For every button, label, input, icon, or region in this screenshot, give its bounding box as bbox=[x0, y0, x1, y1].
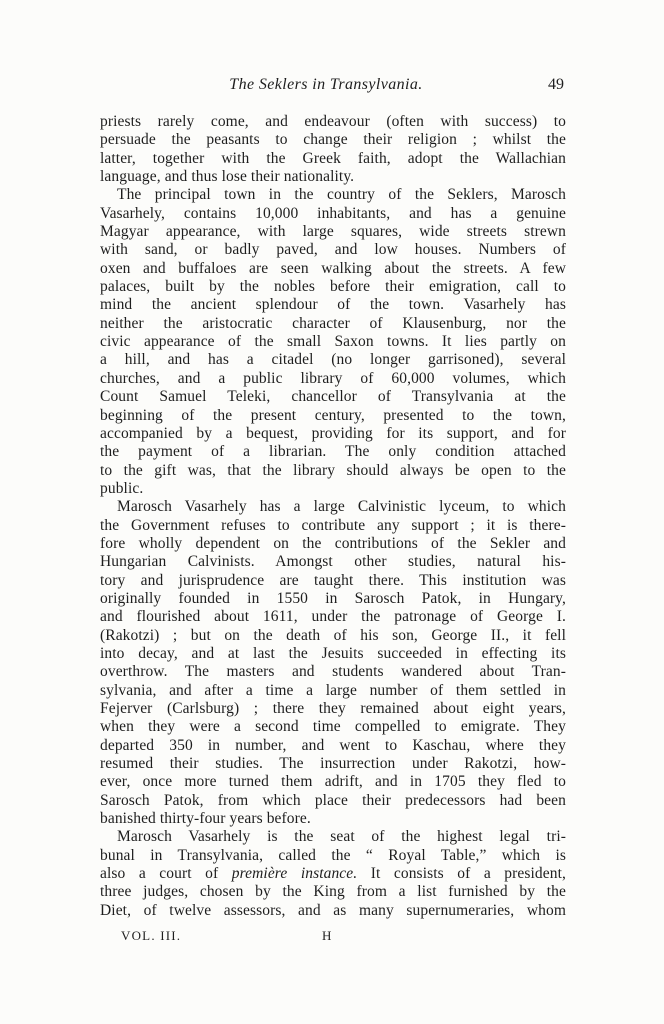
text-line: the payment of a librarian. The only condition attached bbox=[100, 443, 566, 461]
text-line: when they were a second time compelled to emigrate. They bbox=[100, 718, 566, 736]
page-header bbox=[100, 74, 566, 96]
text-segment: also a court of bbox=[100, 865, 232, 883]
text-line: Diet, of twelve assessors, and as many supernumeraries, whom bbox=[100, 901, 566, 919]
running-title: The Seklers in Transylvania. bbox=[229, 76, 423, 93]
text-line: Count Samuel Teleki, chancellor of Transylvania at the bbox=[100, 388, 566, 406]
text-line: palaces, built by the nobles before their emigration, call to bbox=[100, 278, 566, 296]
text-line: into decay, and at last the Jesuits succeeded in effecting its bbox=[100, 644, 566, 662]
text-line: and flourished about 1611, under the patronage of George I. bbox=[100, 608, 566, 626]
signature-mark: H bbox=[322, 928, 332, 944]
page-footer bbox=[100, 927, 566, 945]
text-line: bunal in Transylvania, called the “ Royal Table,” which is bbox=[100, 846, 566, 864]
italic-text-segment: première instance. bbox=[231, 865, 358, 883]
text-line: originally founded in 1550 in Sarosch Patok, in Hungary, bbox=[100, 589, 566, 607]
text-line: oxen and buffaloes are seen walking about the streets. A few bbox=[100, 259, 566, 277]
text-line: accompanied by a bequest, providing for its support, and for bbox=[100, 424, 566, 442]
text-block bbox=[100, 74, 566, 945]
text-line: overthrow. The masters and students wandered about Tran- bbox=[100, 663, 566, 681]
text-line: neither the aristocratic character of Klausenburg, nor the bbox=[100, 314, 566, 332]
text-line: Magyar appearance, with large squares, wide streets strewn bbox=[100, 223, 566, 241]
text-line: Hungarian Calvinists. Amongst other studies, natural his- bbox=[100, 553, 566, 571]
text-line: priests rarely come, and endeavour (often with success) to bbox=[100, 113, 566, 130]
text-line: churches, and a public library of 60,000 volumes, which bbox=[100, 369, 566, 387]
text-line: three judges, chosen by the King from a list furnished by the bbox=[100, 883, 566, 901]
text-line bbox=[100, 865, 566, 883]
text-line: banished thirty-four years before. bbox=[100, 810, 311, 828]
text-line: civic appearance of the small Saxon towns. It lies partly on bbox=[100, 333, 566, 351]
text-line: The principal town in the country of the Seklers, Marosch bbox=[117, 186, 566, 204]
text-line: (Rakotzi) ; but on the death of his son, George II., it fell bbox=[100, 626, 566, 644]
text-line: beginning of the present century, presented to the town, bbox=[100, 406, 566, 424]
page-number: 49 bbox=[548, 76, 564, 93]
text-line: sylvania, and after a time a large number of them settled in bbox=[100, 681, 566, 699]
volume-label: VOL. III. bbox=[121, 928, 182, 944]
text-line: mind the ancient splendour of the town. Vasarhely has bbox=[100, 296, 566, 314]
text-line: departed 350 in number, and went to Kaschau, where they bbox=[100, 736, 566, 754]
text-line: resumed their studies. The insurrection under Rakotzi, how- bbox=[100, 755, 566, 773]
text-line: the Government refuses to contribute any support ; it is there- bbox=[100, 516, 566, 534]
text-line: Marosch Vasarhely is the seat of the highest legal tri- bbox=[117, 828, 566, 846]
text-line: tory and jurisprudence are taught there. This institution was bbox=[100, 571, 566, 589]
text-line: Marosch Vasarhely has a large Calvinistic lyceum, to which bbox=[117, 498, 566, 516]
text-line: language, and thus lose their nationality. bbox=[100, 168, 355, 186]
text-line: a hill, and has a citadel (no longer garrisoned), several bbox=[100, 351, 566, 369]
text-line: Fejerver (Carlsburg) ; there they remained about eight years, bbox=[100, 700, 566, 717]
text-line: with sand, or badly paved, and low houses. Numbers of bbox=[100, 241, 566, 259]
text-line: public. bbox=[100, 479, 144, 497]
text-line: ever, once more turned them adrift, and in 1705 they fled to bbox=[100, 773, 566, 791]
text-line: fore wholly dependent on the contributions of the Sekler and bbox=[100, 534, 566, 552]
text-line: latter, together with the Greek faith, adopt the Wallachian bbox=[100, 149, 566, 167]
body-text bbox=[100, 113, 566, 920]
text-line: persuade the peasants to change their religion ; whilst the bbox=[100, 131, 566, 149]
text-line: Vasarhely, contains 10,000 inhabitants, and has a genuine bbox=[100, 204, 566, 222]
text-line: Sarosch Patok, from which place their predecessors had been bbox=[100, 791, 566, 809]
text-line: to the gift was, that the library should always be open to the bbox=[100, 461, 566, 479]
text-segment: It consists of a president, bbox=[357, 865, 566, 883]
